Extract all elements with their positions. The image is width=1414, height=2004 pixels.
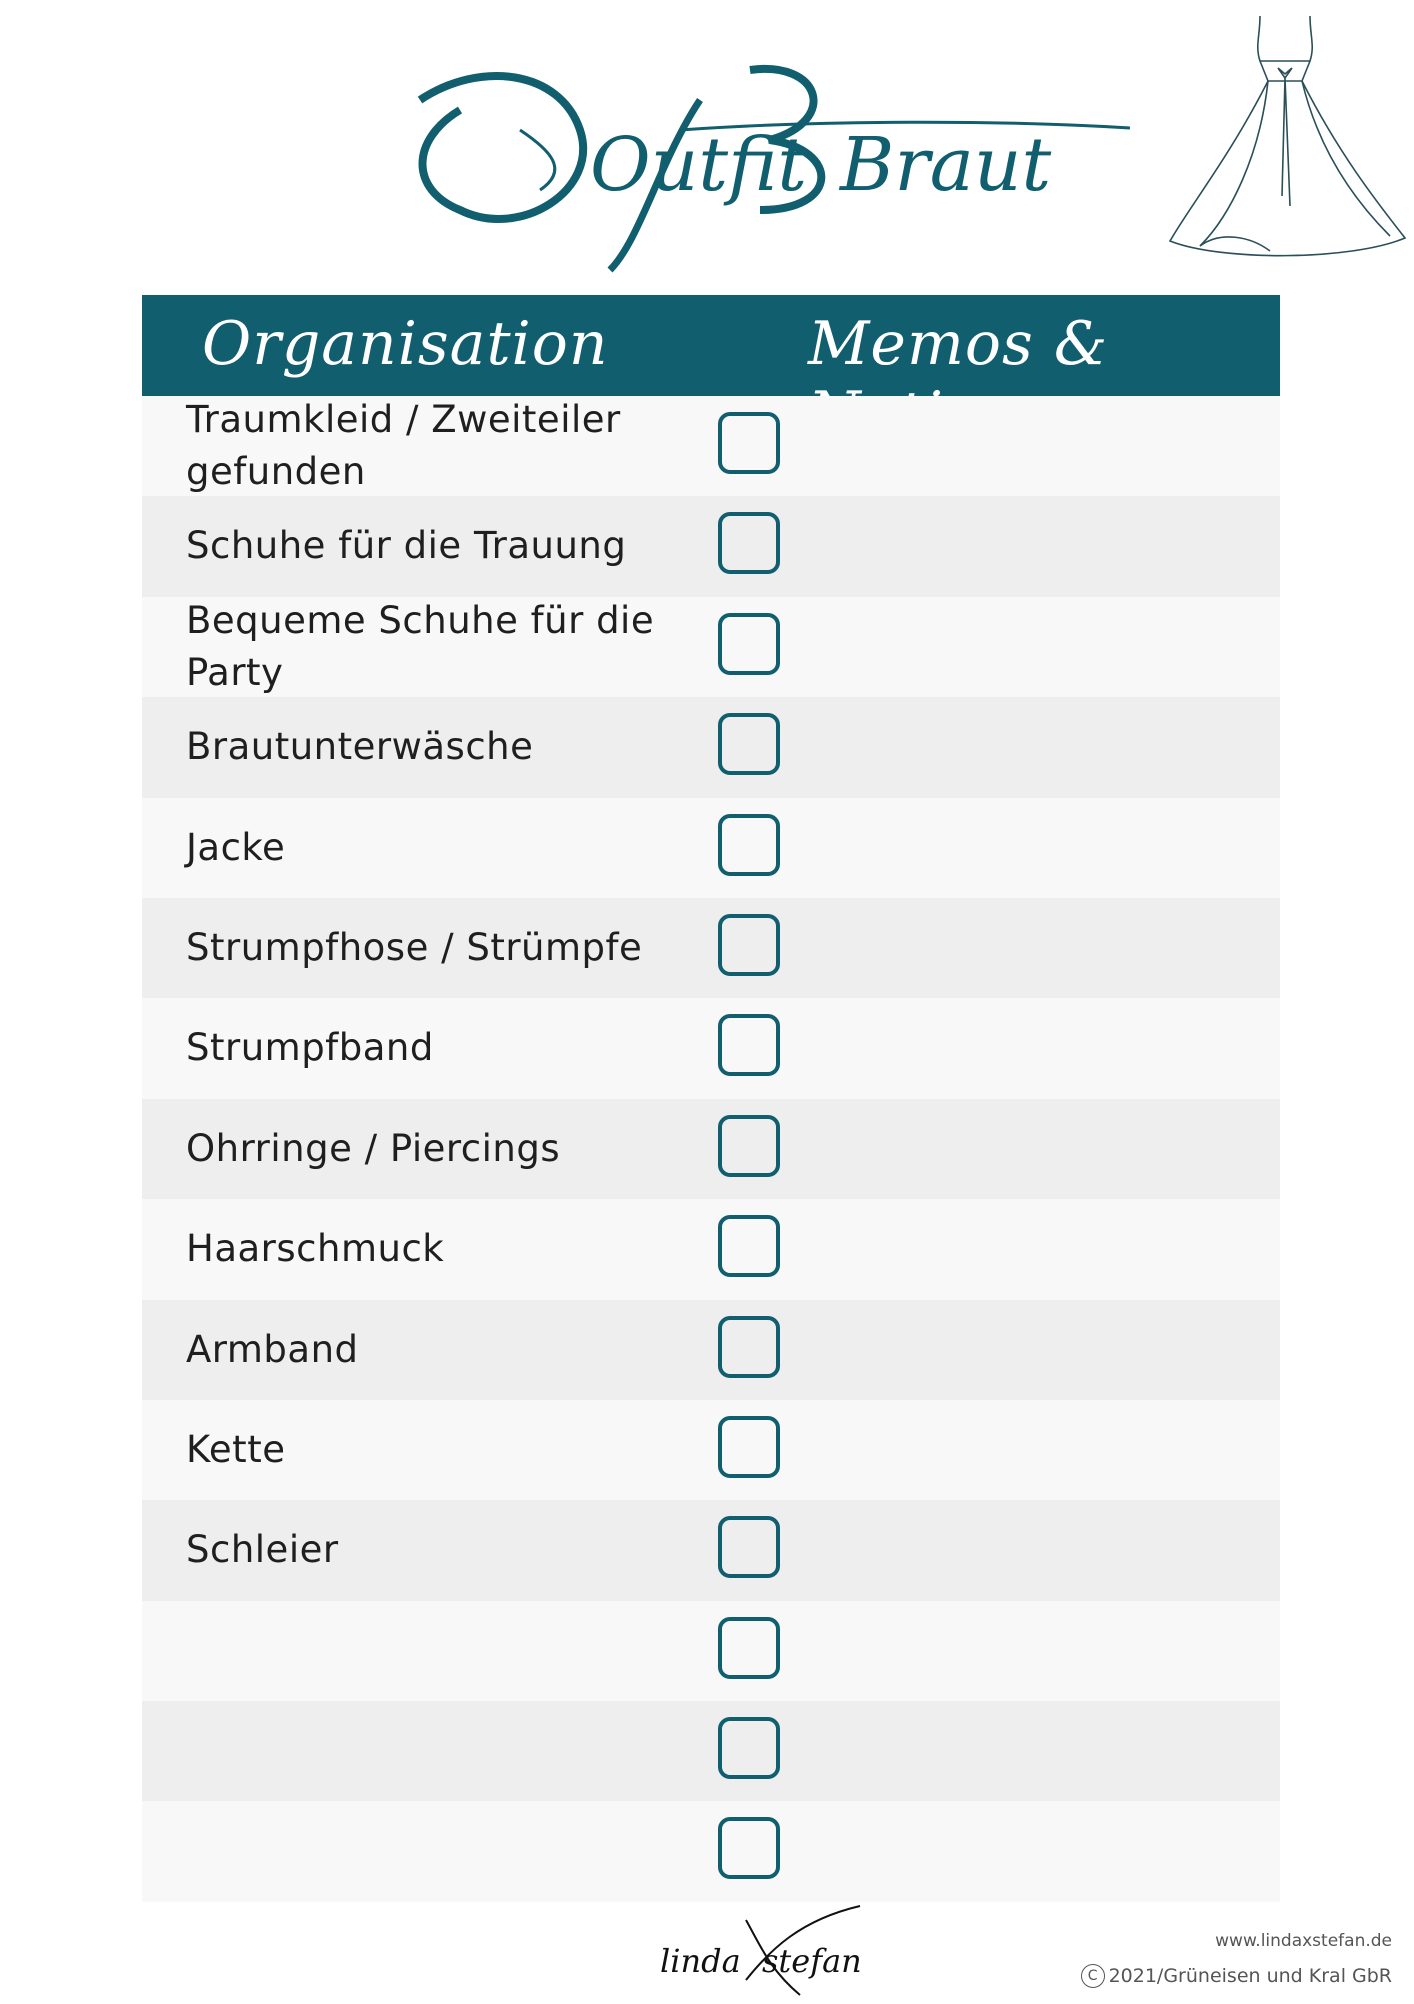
- table-row: [142, 998, 1280, 1098]
- table-row: [142, 898, 1280, 998]
- signature-logo: [650, 1900, 870, 2000]
- row-label: Traumkleid / Zweiteiler gefunden: [186, 398, 621, 493]
- checkbox[interactable]: [718, 914, 780, 976]
- table-row: [142, 396, 1280, 496]
- checklist: [142, 396, 1280, 1902]
- svg-text:linda: linda: [660, 1942, 741, 1980]
- table-row: [142, 1199, 1280, 1299]
- row-label: Haarschmuck: [186, 1227, 445, 1271]
- checkbox[interactable]: [718, 613, 780, 675]
- table-row: [142, 496, 1280, 596]
- header-organisation: Organisation: [202, 309, 609, 379]
- table-row: [142, 697, 1280, 797]
- table-row: [142, 1300, 1280, 1400]
- checkbox[interactable]: [718, 1316, 780, 1378]
- page-title: [400, 40, 1140, 280]
- copyright-icon: C: [1081, 1964, 1105, 1988]
- checkbox[interactable]: [718, 713, 780, 775]
- row-label: Jacke: [186, 825, 286, 869]
- table-row: [142, 1099, 1280, 1199]
- table-row: [142, 798, 1280, 898]
- checkbox[interactable]: [718, 1617, 780, 1679]
- row-label: Ohrringe / Piercings: [186, 1126, 561, 1170]
- table-row: [142, 1400, 1280, 1500]
- checkbox[interactable]: [718, 1115, 780, 1177]
- header-memos-notizen: Memos &: [808, 309, 1109, 379]
- row-label: Bequeme Schuhe für die Party: [186, 598, 655, 694]
- svg-text:stefan: stefan: [762, 1942, 862, 1980]
- row-label: Kette: [186, 1427, 286, 1471]
- checkbox[interactable]: [718, 1516, 780, 1578]
- row-label: Schuhe für die Trauung: [186, 524, 627, 568]
- checkbox[interactable]: [718, 1215, 780, 1277]
- row-label: Armband: [186, 1327, 359, 1371]
- footer-copyright: [1081, 1964, 1392, 1988]
- table-header: [142, 295, 1280, 396]
- table-row: [142, 1701, 1280, 1801]
- checkbox[interactable]: [718, 1717, 780, 1779]
- checkbox[interactable]: [718, 1416, 780, 1478]
- table-row: [142, 597, 1280, 697]
- checkbox[interactable]: [718, 512, 780, 574]
- title-word-braut: Braut: [840, 122, 1052, 208]
- footer-url[interactable]: www.lindaxstefan.de: [1215, 1931, 1392, 1951]
- row-label: Strumpfhose / Strümpfe: [186, 925, 643, 969]
- checkbox[interactable]: [718, 1014, 780, 1076]
- checkbox[interactable]: [718, 412, 780, 474]
- table-row: [142, 1601, 1280, 1701]
- title-word-outfit: Outfit: [590, 122, 808, 208]
- wedding-dress-illustration: [1160, 6, 1410, 266]
- row-label: [186, 1801, 746, 1901]
- row-label: Strumpfband: [186, 1026, 434, 1070]
- row-label: [186, 1601, 746, 1701]
- row-label: [186, 1701, 746, 1801]
- checkbox[interactable]: [718, 1817, 780, 1879]
- row-label: Schleier: [186, 1528, 339, 1572]
- row-label: Brautunterwäsche: [186, 725, 534, 769]
- table-row: [142, 1801, 1280, 1901]
- table-row: [142, 1500, 1280, 1600]
- checkbox[interactable]: [718, 814, 780, 876]
- copyright-text: 2021/Grüneisen und Kral GbR: [1108, 1965, 1392, 1987]
